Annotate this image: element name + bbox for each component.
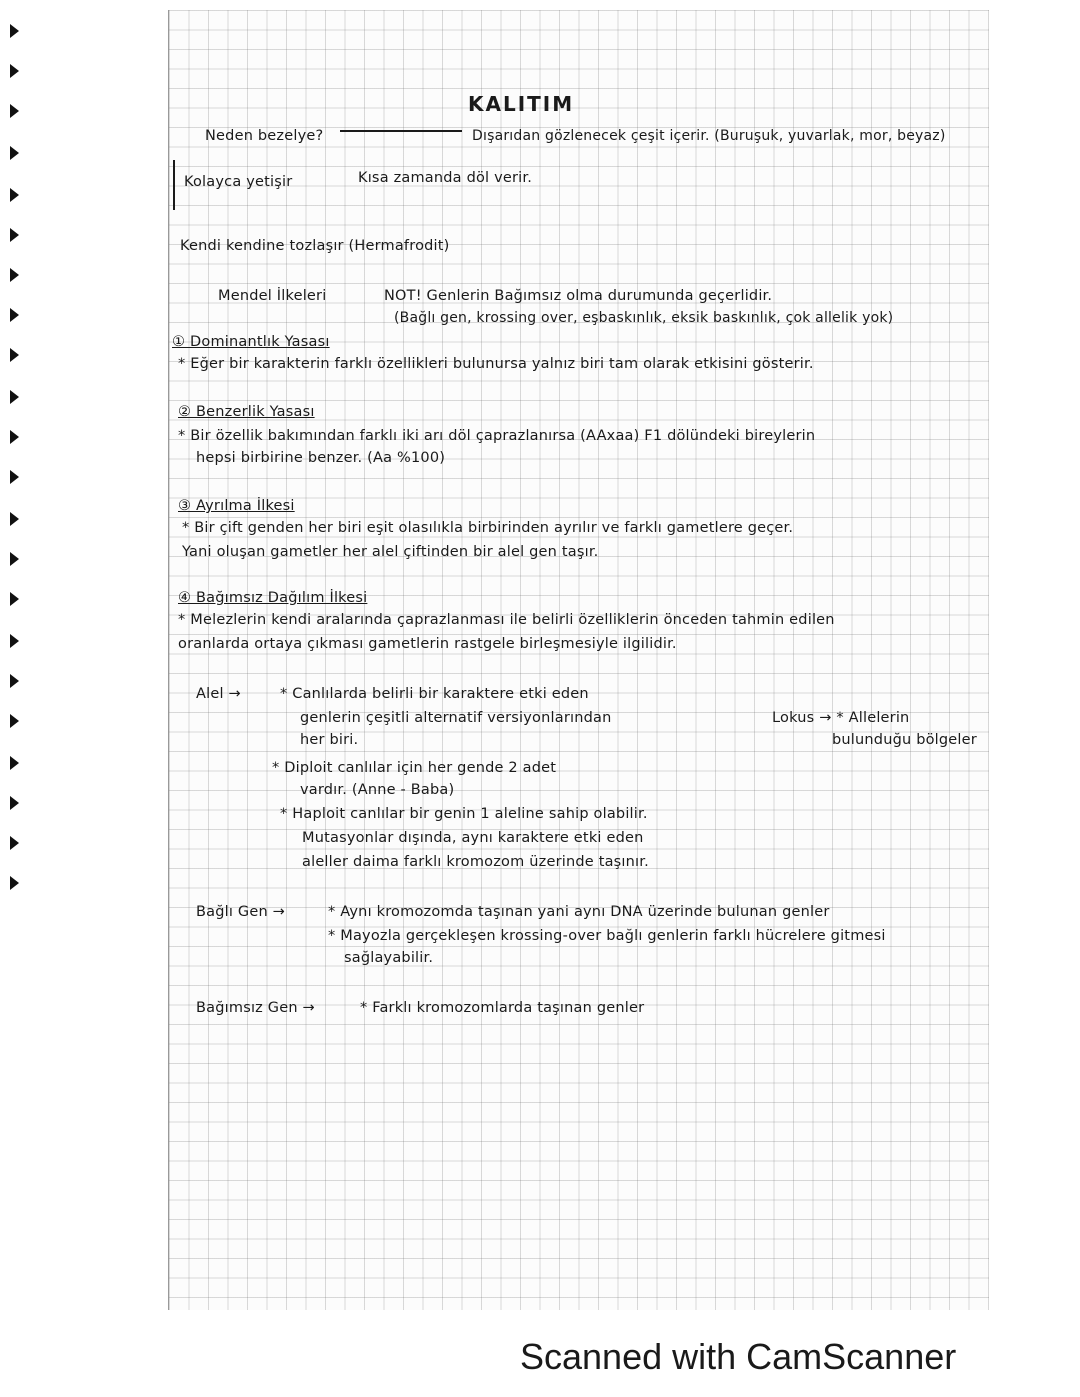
intro-reason-4: Kendi kendine tozlaşır (Hermafrodit) [180,238,450,254]
diploid-line-1: * Diploit canlılar için her gende 2 adet [272,760,557,776]
intro-reason-1: Dışarıdan gözlenecek çeşit içerir. (Buruşuk, yuvarlak, mor, beyaz) [472,128,946,144]
binding-mark [10,348,19,362]
mendel-note-1: NOT! Genlerin Bağımsız olma durumunda geçerlidir. [384,288,773,304]
binding-mark [10,756,19,770]
binding-mark [10,836,19,850]
principle-3-line-2: Yani oluşan gametler her alel çiftinden bir alel gen taşır. [182,544,599,560]
binding-mark [10,228,19,242]
binding-mark [10,64,19,78]
binding-mark [10,268,19,282]
bracket-line [173,160,175,210]
alel-def-3: her biri. [300,732,359,748]
principle-4-line-2: oranlarda ortaya çıkması gametlerin rastgele birleşmesiyle ilgilidir. [178,636,677,652]
haploid-line-3: aleller daima farklı kromozom üzerinde taşınır. [302,854,649,870]
intro-reason-2: Kolayca yetişir [184,174,293,190]
alel-def-1: * Canlılarda belirli bir karaktere etki eden [280,686,589,702]
alel-def-2: genlerin çeşitli alternatif versiyonlarından [300,710,612,726]
intro-reason-3: Kısa zamanda döl verir. [358,170,533,186]
bagli-gen-line-3: sağlayabilir. [344,950,434,966]
mendel-label: Mendel İlkeleri [218,288,327,304]
principle-3-line-1: * Bir çift genden her biri eşit olasılıkla birbirinden ayrılır ve farklı gametlere geçer. [182,520,794,536]
notebook-page [168,10,989,1310]
principle-2-line-2: hepsi birbirine benzer. (Aa %100) [196,450,446,466]
camscanner-footer: Scanned with CamScanner [520,1336,957,1377]
binding-mark [10,188,19,202]
locus-def-2: bulunduğu bölgeler [832,732,977,748]
binding-mark [10,796,19,810]
binding-mark [10,24,19,38]
page-title: KALITIM [468,92,575,116]
binding-mark [10,634,19,648]
binding-mark [10,104,19,118]
binding-mark [10,552,19,566]
binding-mark [10,146,19,160]
principle-4-line-1: * Melezlerin kendi aralarında çaprazlanması ile belirli özelliklerin önceden tahmin edilen [178,612,835,628]
binding-mark [10,512,19,526]
principle-4-title: ④ Bağımsız Dağılım İlkesi [178,590,368,606]
bagimsiz-gen-label: Bağımsız Gen → [196,1000,315,1016]
binding-mark [10,430,19,444]
bagli-gen-line-1: * Aynı kromozomda taşınan yani aynı DNA üzerinde bulunan genler [328,904,830,920]
spiral-binding [0,0,40,1397]
principle-1-line-1: * Eğer bir karakterin farklı özellikleri bulunursa yalnız biri tam olarak etkisini gösterir. [178,356,814,372]
bagimsiz-gen-line-1: * Farklı kromozomlarda taşınan genler [360,1000,645,1016]
connector-line [340,130,462,132]
principle-2-title: ② Benzerlik Yasası [178,404,315,420]
mendel-note-2: (Bağlı gen, krossing over, eşbaskınlık, eksik baskınlık, çok allelik yok) [394,310,894,326]
binding-mark [10,470,19,484]
binding-mark [10,714,19,728]
binding-mark [10,876,19,890]
binding-mark [10,674,19,688]
binding-mark [10,592,19,606]
principle-1-title: ① Dominantlık Yasası [172,334,330,350]
bagli-gen-line-2: * Mayozla gerçekleşen krossing-over bağlı genlerin farklı hücrelere gitmesi [328,928,886,944]
principle-3-title: ③ Ayrılma İlkesi [178,498,295,514]
principle-2-line-1: * Bir özellik bakımından farklı iki arı döl çaprazlanırsa (AAxaa) F1 dölündeki bireylerin [178,428,816,444]
binding-mark [10,308,19,322]
diploid-line-2: vardır. (Anne - Baba) [300,782,455,798]
bagli-gen-label: Bağlı Gen → [196,904,286,920]
haploid-line-2: Mutasyonlar dışında, aynı karaktere etki eden [302,830,644,846]
haploid-line-1: * Haploit canlılar bir genin 1 aleline sahip olabilir. [280,806,648,822]
alel-label: Alel → [196,686,241,702]
binding-mark [10,390,19,404]
intro-question: Neden bezelye? [205,128,324,144]
locus-def-1: Lokus → * Allelerin [772,710,910,726]
